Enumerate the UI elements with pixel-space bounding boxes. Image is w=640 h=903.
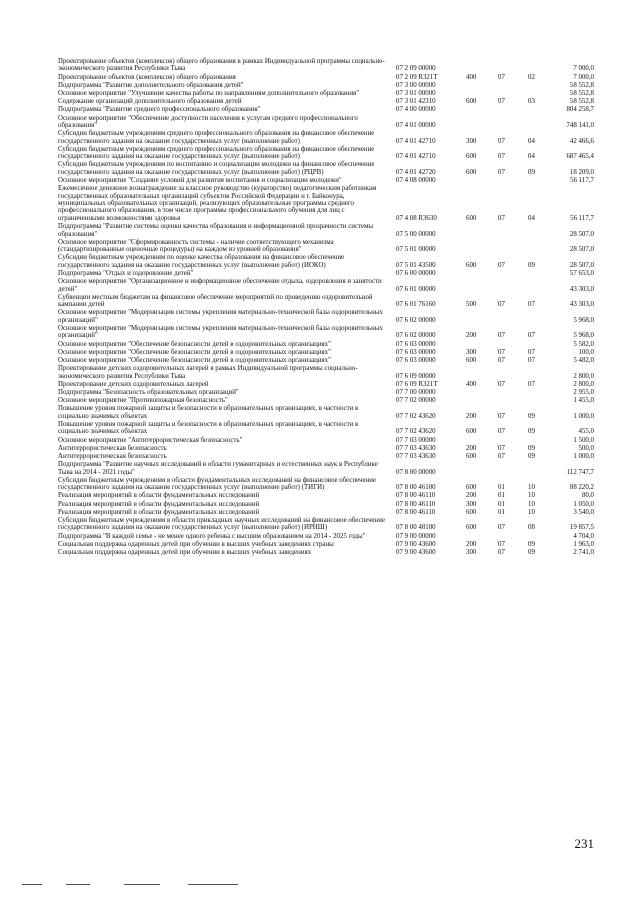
row-code: 07 6 03 00000 (396, 348, 436, 356)
row-amount: 88 220,2 (569, 484, 594, 492)
row-amount: 19 857,5 (569, 524, 594, 532)
table-row (58, 549, 594, 556)
row-name: Реализация мероприятий в области фундаментальных исследований (58, 508, 260, 516)
row-name: Основное мероприятие "Обеспечение безопасности детей в оздоровительных организациях" (58, 356, 331, 364)
row-name: Субсидии бюджетным учреждениям среднего профессионального образования на финансовое обеспечение государственного задания на оказание государственных услуг (выполнение работ) (58, 130, 375, 145)
row-expense-type: 600 (466, 214, 477, 222)
row-subsection: 09 (528, 412, 535, 420)
row-name: Подпрограмма "Развитие среднего профессионального образования" (58, 106, 261, 114)
table-row (58, 90, 594, 97)
row-name: Подпрограмма "В каждой семье - не менее одного ребенка с высшим образованием на 2014 - 2025 годы" (58, 532, 366, 540)
table-row (58, 357, 594, 364)
row-code: 07 7 03 43630 (396, 444, 436, 452)
table-row (58, 58, 594, 73)
table-row (58, 389, 594, 396)
row-subsection: 10 (528, 500, 535, 508)
row-name: Основное мероприятие "Обеспечение безопасности детей в оздоровительных организациях" (58, 348, 331, 356)
row-section: 07 (498, 453, 505, 461)
row-amount: 100,0 (578, 348, 594, 356)
table-row (58, 341, 594, 348)
row-amount: 28 507,0 (569, 246, 594, 254)
row-expense-type: 500 (466, 301, 477, 309)
row-amount: 1 963,0 (573, 540, 594, 548)
row-expense-type: 200 (466, 332, 477, 340)
table-row (58, 492, 594, 499)
row-code: 07 7 02 43620 (396, 412, 436, 420)
row-amount: 687 465,4 (566, 153, 594, 161)
row-amount: 4 704,0 (573, 532, 594, 540)
row-name: Субсидии бюджетным учреждениям по воспитанию и социализации молодежи на финансовое обеспечение государственного задания на оказание государственных услуг (выполнение работ) (РЦРВ) (58, 161, 375, 176)
table-row (58, 161, 594, 176)
row-expense-type: 200 (466, 540, 477, 548)
table-row (58, 461, 594, 476)
row-code: 07 2 09 R321Т (396, 73, 438, 81)
table-row (58, 501, 594, 508)
row-section: 07 (498, 428, 505, 436)
table-row (58, 325, 594, 340)
budget-table (58, 58, 594, 556)
row-expense-type: 600 (466, 261, 477, 269)
row-amount: 58 552,8 (569, 81, 594, 89)
row-name: Основное мероприятие "Антитеррористическая безопасность" (58, 436, 243, 444)
row-name: Содержание организаций дополнительного образования детей (58, 98, 242, 106)
row-code: 07 6 09 00000 (396, 372, 436, 380)
row-amount: 7 000,0 (573, 65, 594, 73)
row-code: 07 6 03 00000 (396, 356, 436, 364)
table-row (58, 509, 594, 516)
row-subsection: 09 (528, 444, 535, 452)
row-subsection: 09 (528, 428, 535, 436)
row-code: 07 7 03 43630 (396, 453, 436, 461)
row-section: 07 (498, 356, 505, 364)
row-subsection: 10 (528, 508, 535, 516)
row-expense-type: 600 (466, 453, 477, 461)
row-code: 07 6 02 00000 (396, 332, 436, 340)
row-expense-type: 300 (466, 549, 477, 557)
row-expense-type: 600 (466, 508, 477, 516)
row-name: Субвенции местным бюджетам на финансовое обеспечение мероприятий по проведению оздоровительной кампании детей (58, 293, 373, 309)
row-amount: 28 507,0 (569, 230, 594, 238)
row-expense-type: 300 (466, 137, 477, 145)
row-section: 01 (498, 508, 505, 516)
row-name: Социальная поддержка одаренных детей при обучении в высших учебных заведениях (58, 549, 312, 557)
row-subsection: 09 (528, 453, 535, 461)
row-code: 07 4 08 R3630 (396, 214, 437, 222)
table-row (58, 453, 594, 460)
row-code: 07 3 00 00000 (396, 81, 436, 89)
row-section: 07 (498, 549, 505, 557)
row-expense-type: 400 (466, 380, 477, 388)
table-row (58, 98, 594, 105)
row-amount: 2 800,0 (573, 372, 594, 380)
row-name: Антитеррористическая безопасность (58, 453, 167, 461)
row-amount: 112 747,7 (566, 468, 594, 476)
row-code: 07 8 00 00000 (396, 468, 436, 476)
row-code: 07 6 09 R321Т (396, 380, 438, 388)
row-code: 07 8 00 46100 (396, 484, 436, 492)
row-name: Подпрограмма "Развитие научных исследований в области гуманитарных и естественных наук в Республике Тыва на 2014 - 2021 годы" (58, 461, 378, 476)
row-section: 07 (498, 348, 505, 356)
footer-line (22, 884, 42, 885)
budget-document (58, 58, 594, 556)
row-name: Подпрограмма "Безопасность образовательных организаций" (58, 388, 239, 396)
table-row (58, 294, 594, 309)
table-row (58, 115, 594, 130)
row-subsection: 07 (528, 301, 535, 309)
row-expense-type: 300 (466, 348, 477, 356)
row-name: Основное мероприятие "Создание условий для развития воспитания и социализации молодежи" (58, 177, 342, 185)
row-code: 07 9 00 43600 (396, 540, 436, 548)
row-expense-type: 300 (466, 500, 477, 508)
row-name: Основное мероприятие "Организационное и информационное обеспечение отдыха, оздоровления и занятости детей" (58, 278, 382, 293)
row-name: Проектирование детских оздоровительных лагерей в рамках Индивидуальной программы социально-экономического развития Республики Тыва (58, 365, 358, 380)
row-amount: 56 117,7 (570, 214, 594, 222)
row-code: 07 4 01 00000 (396, 122, 436, 130)
row-section: 07 (498, 332, 505, 340)
row-expense-type: 600 (466, 168, 477, 176)
row-name: Основное мероприятие "Модернизация системы укрепления материально-технической базы оздоровительных организаций" (58, 324, 383, 340)
row-amount: 5 482,0 (573, 356, 594, 364)
table-row (58, 223, 594, 238)
table-row (58, 82, 594, 89)
row-amount: 2 800,0 (573, 380, 594, 388)
row-code: 07 5 00 00000 (396, 230, 436, 238)
row-name: Основное мероприятие "Улучшение качества работы по направлениям дополнительного образования" (58, 90, 360, 98)
row-name: Проектирование объектов (комплексов) общего образования (58, 73, 236, 81)
row-section: 07 (498, 168, 505, 176)
row-code: 07 4 01 42710 (396, 137, 436, 145)
row-subsection: 07 (528, 348, 535, 356)
row-name: Основное мероприятие "Противопожарная безопасность" (58, 397, 228, 405)
row-amount: 57 653,0 (569, 269, 594, 277)
row-code: 07 3 01 00000 (396, 90, 436, 98)
row-code: 07 6 03 00000 (396, 340, 436, 348)
row-expense-type: 600 (466, 524, 477, 532)
row-section: 07 (498, 73, 505, 81)
row-section: 07 (498, 524, 505, 532)
row-amount: 5 968,0 (573, 332, 594, 340)
row-expense-type: 600 (466, 428, 477, 436)
table-row (58, 437, 594, 444)
row-amount: 43 303,0 (569, 301, 594, 309)
row-name: Основное мероприятие "Обеспечение безопасности детей в оздоровительных организациях" (58, 340, 331, 348)
table-row (58, 106, 594, 113)
table-row (58, 477, 594, 492)
table-row (58, 239, 594, 254)
row-name: Проектирование детских оздоровительных лагерей (58, 380, 209, 388)
row-name: Основное мероприятие "Модернизация системы укрепления материально-технической базы оздоровительных организаций" (58, 309, 383, 324)
row-amount: 3 540,0 (573, 508, 594, 516)
row-subsection: 04 (528, 137, 535, 145)
footer-line (66, 884, 90, 885)
page-number: 231 (574, 836, 594, 851)
row-code: 07 6 02 00000 (396, 316, 436, 324)
row-section: 01 (498, 484, 505, 492)
row-code: 07 5 01 43500 (396, 261, 436, 269)
table-row (58, 421, 594, 436)
table-row (58, 278, 594, 293)
row-amount: 500,0 (578, 444, 594, 452)
row-code: 07 4 08 00000 (396, 177, 436, 185)
row-section: 01 (498, 492, 505, 500)
row-code: 07 7 03 00000 (396, 436, 436, 444)
table-row (58, 146, 594, 161)
row-amount: 58 552,8 (569, 98, 594, 106)
row-section: 07 (498, 153, 505, 161)
row-amount: 28 507,0 (569, 261, 594, 269)
row-amount: 43 303,0 (569, 285, 594, 293)
row-subsection: 08 (528, 524, 535, 532)
row-name: Субсидии бюджетным учреждениям среднего профессионального образования на финансовое обеспечение государственного задания на оказание государственных услуг (выполнение работ) (58, 145, 375, 161)
row-expense-type: 400 (466, 73, 477, 81)
row-subsection: 09 (528, 261, 535, 269)
row-section: 07 (498, 540, 505, 548)
row-amount: 1 050,0 (573, 500, 594, 508)
table-row (58, 74, 594, 81)
row-section: 07 (498, 214, 505, 222)
row-section: 07 (498, 380, 505, 388)
row-amount: 1 455,0 (573, 397, 594, 405)
row-amount: 18 209,0 (569, 168, 594, 176)
row-amount: 455,0 (578, 428, 594, 436)
row-amount: 56 117,7 (570, 177, 594, 185)
row-code: 07 3 01 42310 (396, 98, 436, 106)
row-subsection: 09 (528, 549, 535, 557)
row-subsection: 04 (528, 153, 535, 161)
row-section: 07 (498, 301, 505, 309)
row-name: Социальная поддержка одаренных детей при обучении в высших учебных заведениях страны (58, 540, 334, 548)
row-name: Проектирование объектов (комплексов) общего образования в рамках Индивидуальной программы социально-экономического развития Республики Тыва (58, 58, 385, 73)
row-amount: 1 000,0 (573, 412, 594, 420)
row-code: 07 8 00 46110 (396, 492, 436, 500)
row-name: Ежемесячное денежное вознаграждение за классное руководство (кураторство) педагогическим работникам государственных образовательных организаций субъектов Российской Федерации и г. Байконура, муниципальных образовательных организаций, реализующих образовательные программы среднего профессионального образования, в том числе программы профессионального обучения для лиц с ограниченными возможностями здоровья (58, 185, 377, 222)
row-code: 07 4 01 42710 (396, 153, 436, 161)
row-amount: 1 500,0 (573, 436, 594, 444)
row-name: Субсидии бюджетным учреждениям в области фундаментальных исследований на финансовое обеспечение государственного задания на оказание государственных услуг (выполнение работ) (ТИГИ) (58, 476, 376, 492)
row-expense-type: 600 (466, 98, 477, 106)
row-name: Основное мероприятие "Обеспечение доступности населения к услугам среднего профессионального образования" (58, 114, 358, 130)
row-section: 01 (498, 500, 505, 508)
row-code: 07 8 00 46110 (396, 508, 436, 516)
row-code: 07 4 00 00000 (396, 106, 436, 114)
table-row (58, 309, 594, 324)
row-amount: 80,0 (581, 492, 594, 500)
row-code: 07 6 00 00000 (396, 269, 436, 277)
row-section: 07 (498, 261, 505, 269)
row-amount: 5 582,0 (573, 340, 594, 348)
table-row (58, 270, 594, 277)
footer-line (124, 884, 160, 885)
row-expense-type: 200 (466, 492, 477, 500)
row-code: 07 9 00 00000 (396, 532, 436, 540)
row-code: 07 8 00 46110 (396, 500, 436, 508)
row-code: 07 7 00 00000 (396, 388, 436, 396)
row-name: Антитеррористическая безопасность (58, 444, 167, 452)
row-subsection: 04 (528, 214, 535, 222)
table-row (58, 405, 594, 420)
row-code: 07 6 01 76160 (396, 301, 436, 309)
row-subsection: 07 (528, 332, 535, 340)
row-code: 07 5 01 00000 (396, 246, 436, 254)
table-row (58, 130, 594, 145)
row-expense-type: 600 (466, 153, 477, 161)
row-amount: 1 000,0 (573, 453, 594, 461)
row-subsection: 03 (528, 98, 535, 106)
row-subsection: 10 (528, 492, 535, 500)
row-code: 07 7 02 00000 (396, 397, 436, 405)
table-row (58, 349, 594, 356)
row-subsection: 09 (528, 540, 535, 548)
table-row (58, 365, 594, 380)
table-row (58, 397, 594, 404)
row-amount: 7 000,0 (573, 73, 594, 81)
table-row (58, 254, 594, 269)
row-name: Субсидии бюджетным учреждениям в области прикладных научных исследований на финансовое обеспечение государственного задания на оказание государственных услуг (выполнение работ) (ИРНШ) (58, 517, 386, 532)
row-code: 07 9 00 43600 (396, 549, 436, 557)
row-amount: 5 968,0 (573, 316, 594, 324)
row-code: 07 2 09 00000 (396, 65, 436, 73)
table-row (58, 517, 594, 532)
table-row (58, 445, 594, 452)
row-name: Реализация мероприятий в области фундаментальных исследований (58, 492, 260, 500)
row-section: 07 (498, 98, 505, 106)
row-expense-type: 200 (466, 444, 477, 452)
row-code: 07 6 01 00000 (396, 285, 436, 293)
footer-line (188, 884, 238, 885)
row-section: 07 (498, 444, 505, 452)
row-amount: 42 466,6 (569, 137, 594, 145)
row-amount: 58 552,8 (569, 90, 594, 98)
row-expense-type: 600 (466, 356, 477, 364)
row-section: 07 (498, 137, 505, 145)
table-row (58, 177, 594, 184)
row-expense-type: 200 (466, 412, 477, 420)
row-expense-type: 600 (466, 484, 477, 492)
row-name: Реализация мероприятий в области фундаментальных исследований (58, 500, 260, 508)
row-amount: 2 955,0 (573, 388, 594, 396)
row-name: Субсидии бюджетным учреждениям по оценке качества образования на финансовое обеспечение государственного задания на оказание государственных услуг (выполнение работ) (ИОКО) (58, 254, 345, 269)
table-row (58, 541, 594, 548)
row-subsection: 07 (528, 356, 535, 364)
row-name: Повышение уровня пожарной защиты и безопасности в образовательных организациях, в частности в социально значимых объектах (58, 405, 359, 420)
row-amount: 2 741,0 (573, 549, 594, 557)
table-row (58, 381, 594, 388)
row-name: Подпрограмма "Отдых и оздоровление детей" (58, 269, 194, 277)
row-section: 07 (498, 412, 505, 420)
row-code: 07 7 02 43620 (396, 428, 436, 436)
row-name: Подпрограмма "Развитие системы оценки качества образования и информационной прозрачности системы образования" (58, 223, 374, 238)
row-name: Повышение уровня пожарной защиты и безопасности в образовательных организациях, в частности в социально значимых объектах (58, 421, 359, 436)
row-subsection: 10 (528, 484, 535, 492)
row-subsection: 07 (528, 380, 535, 388)
row-subsection: 02 (528, 73, 535, 81)
row-name: Основное мероприятие "Сформированность системы - наличие соответствующего механизма (стандартизированные оценочные процедуры) на каждом из уровней образования" (58, 238, 334, 254)
row-amount: 748 141,0 (566, 122, 594, 130)
table-row (58, 185, 594, 222)
row-code: 07 4 01 42720 (396, 168, 436, 176)
table-row (58, 533, 594, 540)
row-subsection: 09 (528, 168, 535, 176)
row-code: 07 8 00 48100 (396, 524, 436, 532)
row-amount: 804 258,7 (566, 106, 594, 114)
row-name: Подпрограмма "Развитие дополнительного образования детей" (58, 81, 244, 89)
